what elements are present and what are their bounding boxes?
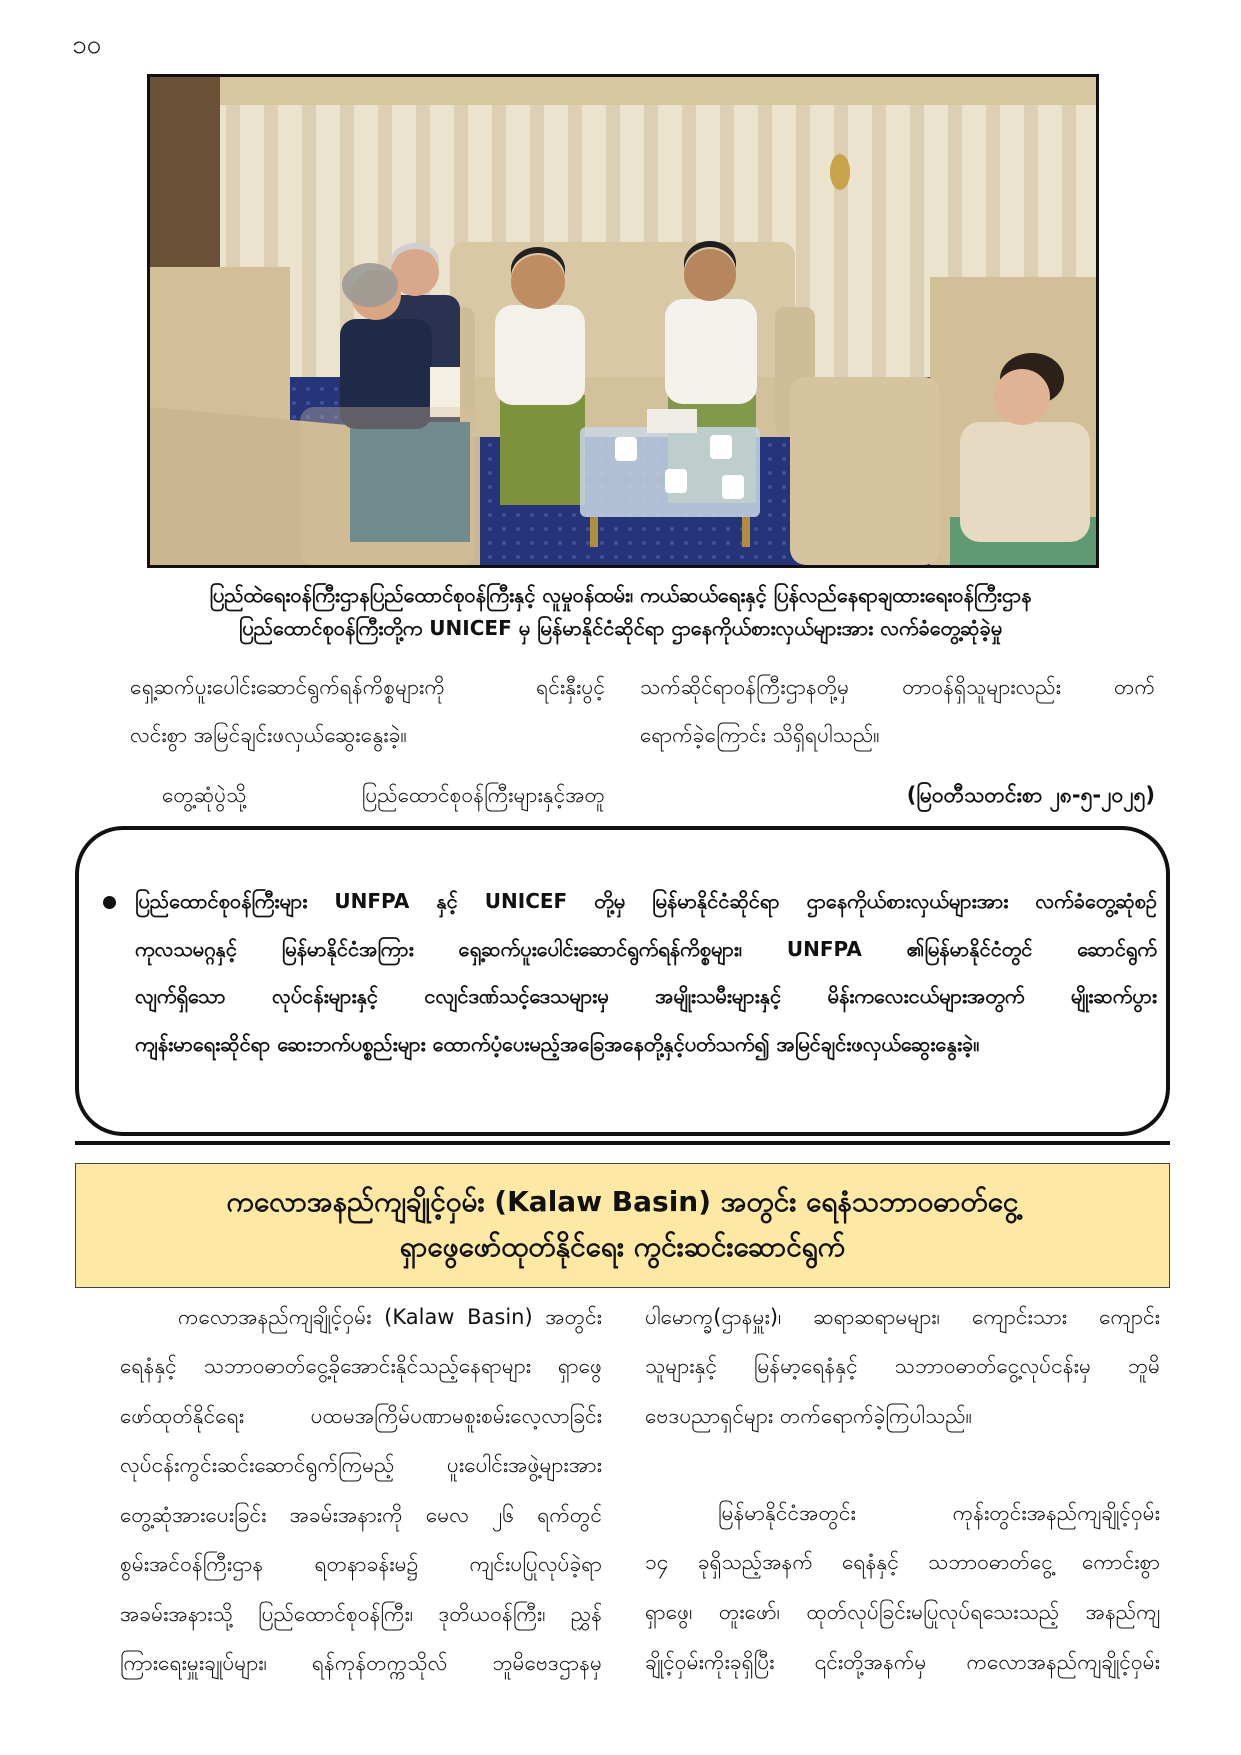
photo-man1-head xyxy=(511,255,565,309)
photo-man1-shirt xyxy=(495,305,585,405)
article2-left-line: စွမ်းအင်ဝန်ကြီးဌာန ရတနာခန်းမ၌ ကျင်းပပြုလုပ်ခဲ့ရာ xyxy=(120,1552,602,1576)
article2-right-line: ၁၄ ခုရှိသည့်အနက် ရေနံနှင့် သဘာဝဓာတ်ငွေ့ ကောင်းစွာ xyxy=(645,1550,1160,1574)
article2-left-line: ကလောအနည်ကျချိုင့်ဝှမ်း (Kalaw Basin) အတွင်း xyxy=(178,1305,602,1329)
photo-tissue-box xyxy=(647,409,697,433)
photo-cup xyxy=(615,437,637,461)
article1-right-line: ရောက်ခဲ့ကြောင်း သိရှိရပါသည်။ xyxy=(640,723,880,747)
article1-left-line: လင်းစွာ အမြင်ချင်းဖလှယ်ဆွေးနွေးခဲ့။ xyxy=(130,723,407,747)
photo-woman-right-jacket xyxy=(960,422,1090,542)
meeting-photo-drawing xyxy=(150,77,1096,565)
article1-left-line: ရှေ့ဆက်ပူးပေါင်းဆောင်ရွက်ရန်ကိစ္စများကို ရင်းနှီးပွင့် xyxy=(130,675,605,699)
photo-right-sofa-arm xyxy=(790,377,940,565)
article2-right-line: ချိုင့်ဝှမ်းကိုးခုရှိပြီး ၎င်းတို့အနက်မှ ကလောအနည်ကျချိုင့်ဝှမ်း xyxy=(645,1650,1160,1674)
article2-left-line: အခမ်းအနားသို့ ပြည်ထောင်စုဝန်ကြီး၊ ဒုတိယဝန်ကြီး၊ ညွှန် xyxy=(120,1602,602,1626)
article1-source: (မြဝတီသတင်းစာ ၂၈-၅-၂၀၂၅) xyxy=(906,783,1155,807)
photo-table-leg xyxy=(742,517,750,547)
summary-line: လျက်ရှိသော လုပ်ငန်းများနှင့် ငလျင်ဒဏ်သင့်ဒေသများမှ အမျိုးသမီးများနှင့် မိန်းကလေးငယ်များအတွက် မျိုးဆက်ပွား xyxy=(135,984,1157,1008)
photo-man2-shirt xyxy=(665,299,757,404)
photo-woman-left-hair xyxy=(342,263,398,307)
article2-right-line: ရှာဖွေ၊ တူးဖော်၊ ထုတ်လုပ်ခြင်းမပြုလုပ်ရသေးသည့် အနည်ကျ xyxy=(645,1600,1160,1624)
summary-line: ကုလသမဂ္ဂနှင့် မြန်မာနိုင်ငံအကြား ရှေ့ဆက်ပူးပေါင်းဆောင်ရွက်ရန်ကိစ္စများ၊ UNFPA ၏မြန်မာနိုင်ငံတွင် ဆောင်ရွက် xyxy=(135,937,1157,961)
photo-woman-right-head xyxy=(994,369,1050,425)
article2-right-line: ဗေဒပညာရှင်များ တက်ရောက်ခဲ့ကြပါသည်။ xyxy=(645,1404,973,1428)
photo-pelmet xyxy=(150,77,1096,105)
photo-man1-longyi xyxy=(500,395,585,505)
photo-caption-line: ပြည်ထောင်စုဝန်ကြီးတို့က UNICEF မှ မြန်မာနိုင်ငံဆိုင်ရာ ဌာနေကိုယ်စားလှယ်များအား လက်ခံတွေ့ဆုံခဲ့မှု xyxy=(238,616,1003,640)
photo-left-sofa-arm xyxy=(300,407,475,565)
photo-man2-head xyxy=(684,249,736,301)
section-divider xyxy=(75,1141,1170,1145)
photo-cup xyxy=(710,435,732,459)
article2-right-line: မြန်မာနိုင်ငံအတွင်း ကုန်းတွင်းအနည်ကျချိုင့်ဝှမ်း xyxy=(718,1501,1160,1525)
summary-line: ကျန်းမာရေးဆိုင်ရာ ဆေးဘက်ပစ္စည်းများ ထောက်ပံ့ပေးမည့်အခြေအနေတို့နှင့်ပတ်သက်၍ အမြင်ချင်းဖလှယ်ဆွေးနွေးခဲ့။ xyxy=(135,1032,980,1056)
photo-cup xyxy=(722,475,744,499)
bullet-icon xyxy=(103,896,116,909)
photo-wall-lamp xyxy=(830,154,850,190)
photo-cup xyxy=(665,469,687,493)
meeting-photo xyxy=(147,74,1099,568)
article2-left-line: ကြားရေးမှူးချုပ်များ၊ ရန်ကုန်တက္ကသိုလ် ဘူမိဗေဒဌာနမှ xyxy=(120,1651,602,1675)
article2-headline-line: ရှာဖွေဖော်ထုတ်နိုင်ရေး ကွင်းဆင်းဆောင်ရွက် xyxy=(399,1230,846,1263)
summary-line: ပြည်ထောင်စုဝန်ကြီးများ UNFPA နှင့် UNICEF တို့မှ မြန်မာနိုင်ငံဆိုင်ရာ ဌာနေကိုယ်စားလှယ်များအား လက်ခံတွေ့ဆုံစဉ် xyxy=(135,889,1157,913)
photo-caption-line: ပြည်ထဲရေးဝန်ကြီးဌာနပြည်ထောင်စုဝန်ကြီးနှင့် လူမှုဝန်ထမ်း၊ ကယ်ဆယ်ရေးနှင့် ပြန်လည်နေရာချထားရေးဝန်ကြီးဌာန xyxy=(209,583,1032,607)
article2-headline-line: ကလောအနည်ကျချိုင့်ဝှမ်း (Kalaw Basin) အတွင်း ရေနံသဘာဝဓာတ်ငွေ့ xyxy=(226,1185,1019,1218)
article2-left-line: ရေနံနှင့် သဘာဝဓာတ်ငွေ့ခိုအောင်းနိုင်သည့်နေရာများ ရှာဖွေ xyxy=(120,1354,602,1378)
photo-table-leg xyxy=(590,517,598,547)
page-number: ၁၀ xyxy=(72,30,102,60)
article1-right-line: သက်ဆိုင်ရာဝန်ကြီးဌာနတို့မှ တာဝန်ရှိသူများလည်း တက် xyxy=(640,675,1155,699)
article1-left-line: တွေ့ဆုံပွဲသို့ ပြည်ထောင်စုဝန်ကြီးများနှင့်အတူ xyxy=(162,783,605,807)
article2-left-line: ဖော်ထုတ်နိုင်ရေး ပထမအကြိမ်ပဏာမစူးစမ်းလေ့လာခြင်း xyxy=(120,1404,602,1428)
article2-left-line: တွေ့ဆုံအားပေးခြင်း အခမ်းအနားကို မေလ ၂၆ ရက်တွင် xyxy=(120,1503,602,1527)
article2-right-line: ပါမောက္ခ(ဌာနမှူး)၊ ဆရာဆရာမများ၊ ကျောင်းသား ကျောင်း xyxy=(645,1305,1160,1329)
article2-right-line: သူများနှင့် မြန်မာ့ရေနံနှင့် သဘာဝဓာတ်ငွေ့လုပ်ငန်းမှ ဘူမိ xyxy=(645,1354,1160,1378)
article2-left-line: လုပ်ငန်းကွင်းဆင်းဆောင်ရွက်ကြမည့် ပူးပေါင်းအဖွဲ့များအား xyxy=(120,1453,602,1477)
